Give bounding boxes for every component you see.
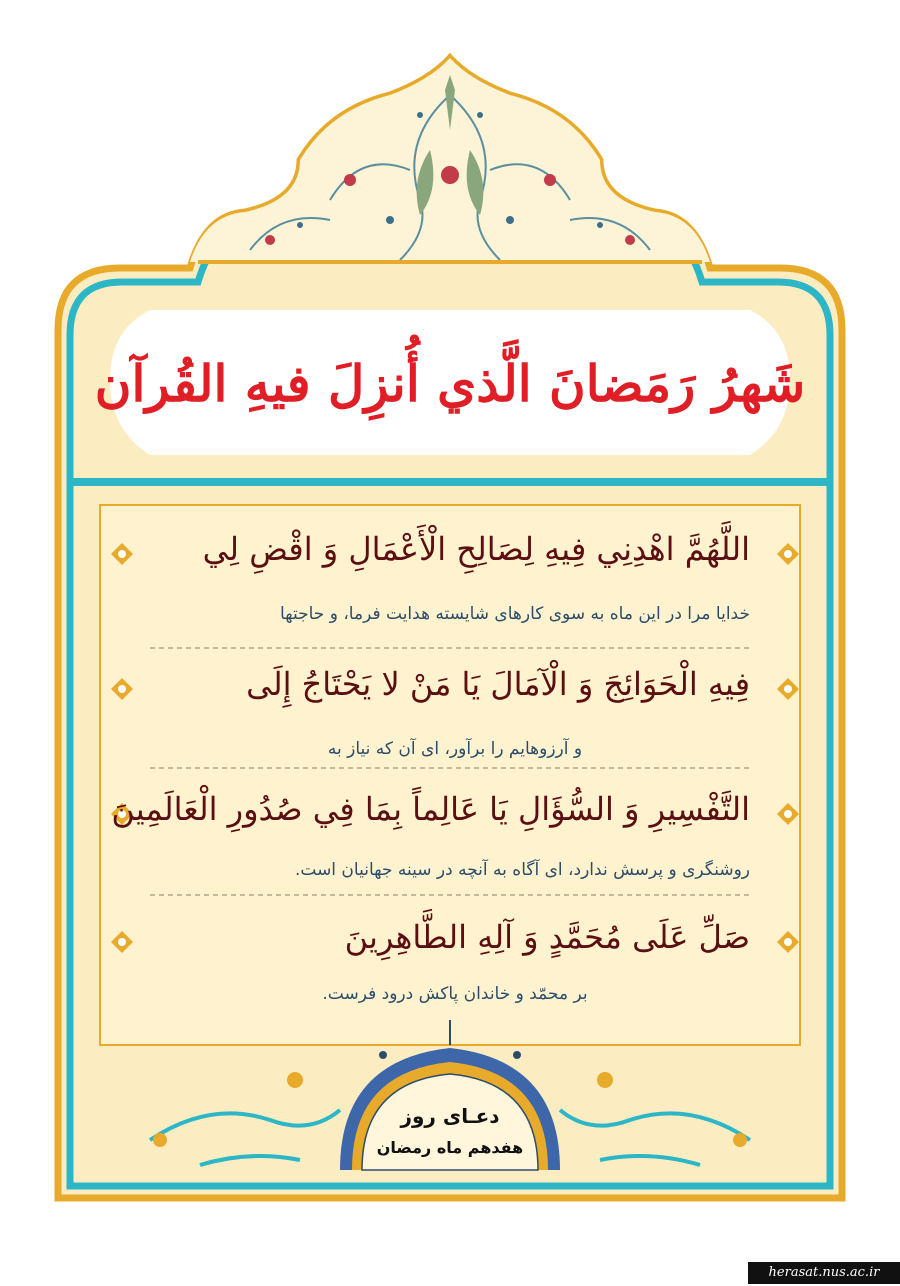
persian-translation: و آرزوهایم را برآور، ای آن که نیاز به xyxy=(327,739,583,759)
persian-translation: روشنگری و پرسش ندارد، ای آگاه به آنچه در سینه جهانیان است. xyxy=(294,860,750,880)
arabic-verse: صَلِّ عَلَى مُحَمَّدٍ وَ آلِهِ الطَّاهِرِينَ xyxy=(344,918,750,956)
diamond-ornament-icon xyxy=(776,930,800,954)
watermark: herasat.nus.ac.ir xyxy=(748,1262,900,1284)
diamond-ornament-icon xyxy=(776,802,800,826)
banner-calligraphy: شَهرُ رَمَضانَ الَّذي أُنزِلَ فيهِ القُرآن xyxy=(94,353,806,413)
diamond-ornament-icon xyxy=(776,677,800,701)
persian-translation: بر محمّد و خاندان پاکش درود فرست. xyxy=(322,984,588,1004)
medallion-title: دعـای روز xyxy=(400,1104,500,1128)
dome-ornament xyxy=(180,50,720,280)
separator-band xyxy=(70,478,830,486)
persian-translation: خدایا مرا در این ماه به سوی کارهای شایسته هدایت فرما، و حاجتها xyxy=(279,604,750,624)
arabic-verse: اللَّهُمَّ اهْدِنِي فِيهِ لِصَالِحِ الْأَعْمَالِ وَ اقْضِ لِي xyxy=(202,530,750,568)
content-panel xyxy=(100,505,800,1045)
arabic-verse: التَّفْسِيرِ وَ السُّؤَالِ يَا عَالِماً بِمَا فِي صُدُورِ الْعَالَمِينَ xyxy=(111,790,750,828)
arabic-verse: فِيهِ الْحَوَائِجَ وَ الْآمَالَ يَا مَنْ لا يَحْتَاجُ إِلَى xyxy=(246,665,750,703)
medallion-subtitle: هفدهم ماه رمضان xyxy=(376,1138,524,1157)
diamond-ornament-icon xyxy=(776,542,800,566)
